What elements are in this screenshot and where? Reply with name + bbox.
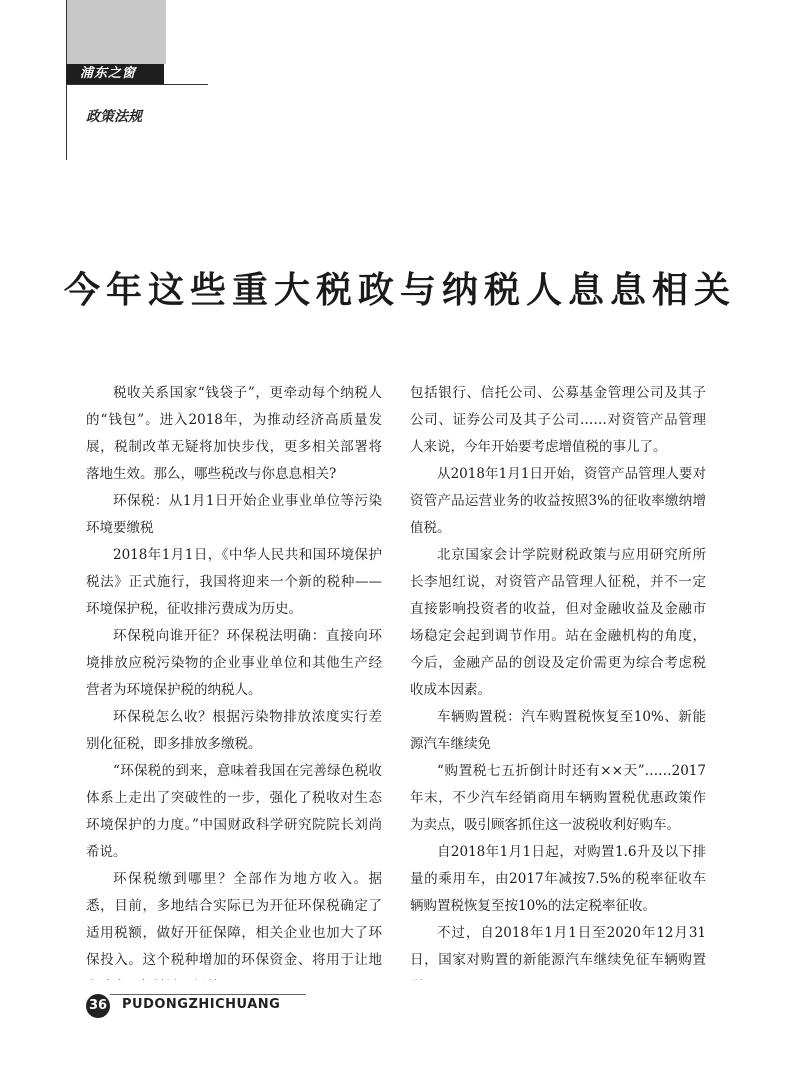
paragraph: 自2018年1月1日起，对购置1.6升及以下排量的乘用车，由2017年减按7.5%的税率征收车辆购置税恢复至按10%的法定税率征收。 <box>410 844 706 914</box>
paragraph: “购置税七五折倒计时还有××天”……2017年末，不少汽车经销商用车辆购置税优惠政策作为卖点，吸引顾客抓住这一波税收利好购车。 <box>410 763 706 833</box>
paragraph: “环保税的到来，意味着我国在完善绿色税收体系上走出了突破性的一步，强化了税收对生态环境保护的力度。”中国财政科学研究院院长刘尚希说。 <box>86 763 382 860</box>
paragraph: 税收关系国家“钱袋子”，更牵动每个纳税人的“钱包”。进入2018年，为推动经济高质量发展，税制改革无疑将加快步伐，更多相关部署将落地生效。那么，哪些税改与你息息相关? <box>86 385 382 482</box>
paragraph: 车辆购置税：汽车购置税恢复至10%、新能源汽车继续免 <box>410 709 706 752</box>
paragraph: 从2018年1月1日开始，资管产品管理人要对资管产品运营业务的收益按照3%的征收率缴纳增值税。 <box>410 466 706 536</box>
paragraph: 不过，自2018年1月1日至2020年12月31日，国家对购置的新能源汽车继续免征车辆购置 <box>410 925 706 968</box>
paragraph: 环保税向谁开征？环保税法明确：直接向环境排放应税污染物的企业事业单位和其他生产经营者为环境保护税的纳税人。 <box>86 628 382 698</box>
header-rule <box>66 84 208 85</box>
paragraph: 北京国家会计学院财税政策与应用研究所所长李旭红说，对资管产品管理人征税，并不一定直接影响投资者的收益，但对金融收益及金融市场稳定会起到调节作用。站在金融机构的角度，今后，金融产品的创设及定价需更为综合考虑税收成本因素。 <box>410 547 706 698</box>
left-column <box>86 380 382 980</box>
paragraph: 环保税怎么收？根据污染物排放浓度实行差别化征税，即多排放多缴税。 <box>86 709 382 752</box>
magazine-banner: 浦东之窗 <box>66 64 164 84</box>
right-column <box>410 380 706 980</box>
article-title: 今年这些重大税政与纳税人息息相关 <box>63 270 736 311</box>
paragraph: 环保税缴到哪里？全部作为地方收入。据悉，目前，多地结合实际已为开征环保税确定了适用税额，做好开征保障，相关企业也加大了环保投入。这个税种增加的环保资金、将用于让地 <box>86 871 382 968</box>
paragraph: 环保税：从1月1日开始企业事业单位等污染环境要缴税 <box>86 493 382 536</box>
footer-rule <box>110 994 306 995</box>
page-number: 36 <box>86 994 110 1018</box>
publication-name: PUDONGZHICHUANG <box>122 997 281 1012</box>
paragraph: 包括银行、信托公司、公募基金管理公司及其子公司、证券公司及其子公司……对资管产品管理人来说，今年开始要考虑增值税的事儿了。 <box>410 385 706 455</box>
header-gray-block <box>66 0 166 64</box>
paragraph: 2018年1月1日，《中华人民共和国环境保护税法》正式施行，我国将迎来一个新的税种——环境保护税，征收排污费成为历史。 <box>86 547 382 617</box>
section-label: 政策法规 <box>86 109 142 125</box>
